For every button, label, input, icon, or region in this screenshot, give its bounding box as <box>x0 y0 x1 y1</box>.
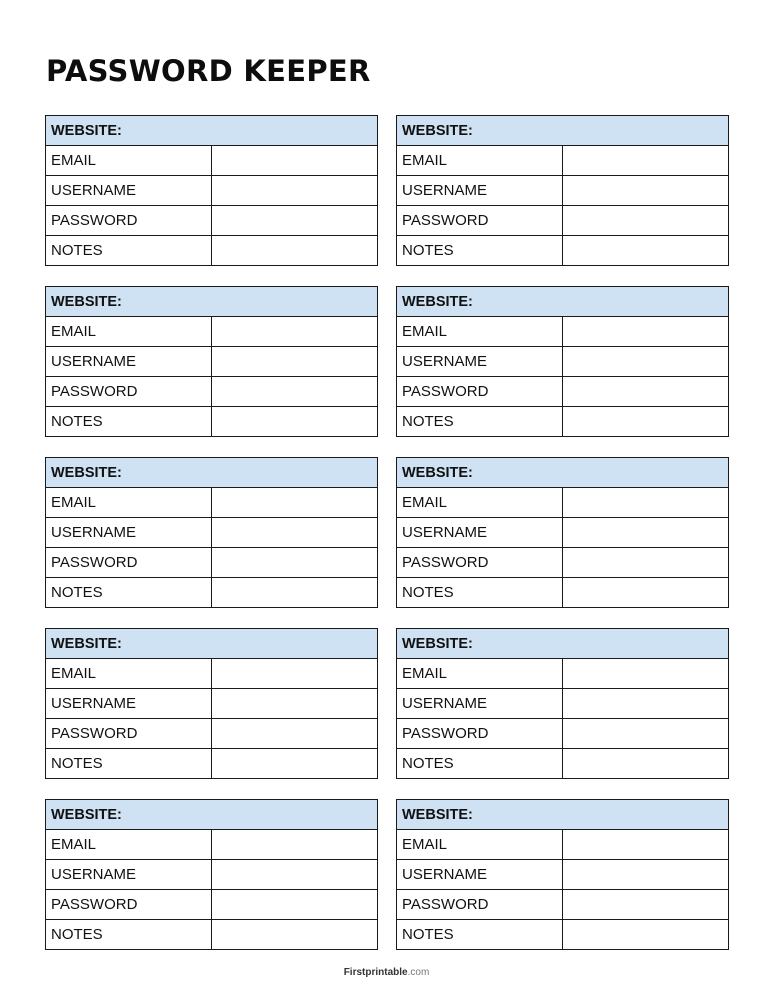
field-value-notes[interactable] <box>563 749 729 779</box>
field-value-password[interactable] <box>563 890 729 920</box>
field-row <box>397 347 729 377</box>
field-value-notes[interactable] <box>563 920 729 950</box>
field-value-username[interactable] <box>212 860 378 890</box>
field-value-username[interactable] <box>563 176 729 206</box>
field-label-email: EMAIL <box>397 317 563 347</box>
field-value-username[interactable] <box>212 176 378 206</box>
card-header-row <box>46 116 378 146</box>
field-value-password[interactable] <box>563 719 729 749</box>
password-card <box>396 799 729 950</box>
field-label-notes: NOTES <box>397 920 563 950</box>
field-value-username[interactable] <box>563 518 729 548</box>
password-card <box>45 628 378 779</box>
field-value-email[interactable] <box>212 317 378 347</box>
website-header[interactable]: WEBSITE: <box>46 287 378 317</box>
field-value-password[interactable] <box>563 377 729 407</box>
field-label-notes: NOTES <box>397 236 563 266</box>
field-value-username[interactable] <box>212 347 378 377</box>
website-header[interactable]: WEBSITE: <box>46 116 378 146</box>
field-row <box>397 206 729 236</box>
field-value-email[interactable] <box>212 830 378 860</box>
field-label-password: PASSWORD <box>46 548 212 578</box>
card-header-row <box>397 458 729 488</box>
field-row <box>397 659 729 689</box>
field-label-notes: NOTES <box>46 236 212 266</box>
field-label-username: USERNAME <box>397 347 563 377</box>
field-value-password[interactable] <box>212 719 378 749</box>
field-value-notes[interactable] <box>212 920 378 950</box>
password-card <box>45 457 378 608</box>
field-label-notes: NOTES <box>397 749 563 779</box>
field-row <box>397 377 729 407</box>
card-header-row <box>46 800 378 830</box>
field-row <box>46 206 378 236</box>
field-row <box>46 659 378 689</box>
field-row <box>46 146 378 176</box>
field-label-username: USERNAME <box>46 860 212 890</box>
card-header-row <box>397 116 729 146</box>
website-header[interactable]: WEBSITE: <box>397 629 729 659</box>
field-row <box>46 377 378 407</box>
password-card <box>45 115 378 266</box>
website-header[interactable]: WEBSITE: <box>46 629 378 659</box>
field-label-notes: NOTES <box>46 920 212 950</box>
field-value-password[interactable] <box>212 206 378 236</box>
field-row <box>46 860 378 890</box>
field-row <box>397 488 729 518</box>
field-value-notes[interactable] <box>563 407 729 437</box>
field-row <box>46 749 378 779</box>
field-row <box>397 317 729 347</box>
website-header[interactable]: WEBSITE: <box>46 800 378 830</box>
field-label-password: PASSWORD <box>46 206 212 236</box>
field-value-email[interactable] <box>212 488 378 518</box>
field-value-notes[interactable] <box>212 236 378 266</box>
field-value-password[interactable] <box>212 890 378 920</box>
field-label-username: USERNAME <box>397 860 563 890</box>
password-card <box>45 799 378 950</box>
field-value-email[interactable] <box>563 488 729 518</box>
footer-brand: Firstprintable <box>343 967 408 978</box>
password-card <box>396 457 729 608</box>
card-header-row <box>397 800 729 830</box>
field-label-username: USERNAME <box>397 176 563 206</box>
field-row <box>46 236 378 266</box>
field-label-email: EMAIL <box>46 317 212 347</box>
field-value-email[interactable] <box>563 146 729 176</box>
field-row <box>397 920 729 950</box>
field-value-email[interactable] <box>212 659 378 689</box>
website-header[interactable]: WEBSITE: <box>46 458 378 488</box>
field-label-password: PASSWORD <box>397 206 563 236</box>
field-label-username: USERNAME <box>46 347 212 377</box>
field-row <box>397 407 729 437</box>
page-title: PASSWORD KEEPER <box>46 54 371 88</box>
website-header[interactable]: WEBSITE: <box>397 458 729 488</box>
field-label-username: USERNAME <box>46 689 212 719</box>
field-row <box>397 689 729 719</box>
password-card <box>396 286 729 437</box>
field-value-username[interactable] <box>212 689 378 719</box>
website-header[interactable]: WEBSITE: <box>397 287 729 317</box>
field-value-password[interactable] <box>563 206 729 236</box>
field-label-username: USERNAME <box>397 689 563 719</box>
field-label-notes: NOTES <box>397 578 563 608</box>
field-value-username[interactable] <box>212 518 378 548</box>
field-label-email: EMAIL <box>46 659 212 689</box>
field-row <box>397 719 729 749</box>
field-row <box>46 347 378 377</box>
field-label-notes: NOTES <box>46 749 212 779</box>
field-value-notes[interactable] <box>212 407 378 437</box>
field-label-notes: NOTES <box>397 407 563 437</box>
card-header-row <box>46 287 378 317</box>
field-value-email[interactable] <box>563 317 729 347</box>
field-label-email: EMAIL <box>397 830 563 860</box>
field-row <box>397 236 729 266</box>
field-row <box>397 176 729 206</box>
field-label-notes: NOTES <box>46 407 212 437</box>
field-value-password[interactable] <box>212 548 378 578</box>
field-row <box>46 176 378 206</box>
password-card <box>45 286 378 437</box>
password-card <box>396 115 729 266</box>
field-label-notes: NOTES <box>46 578 212 608</box>
field-row <box>397 518 729 548</box>
field-value-notes[interactable] <box>563 236 729 266</box>
field-row <box>397 890 729 920</box>
field-label-password: PASSWORD <box>46 377 212 407</box>
field-row <box>46 548 378 578</box>
field-value-password[interactable] <box>212 377 378 407</box>
field-row <box>397 749 729 779</box>
field-row <box>46 689 378 719</box>
field-row <box>46 830 378 860</box>
field-row <box>46 578 378 608</box>
card-header-row <box>397 287 729 317</box>
field-row <box>397 860 729 890</box>
field-label-password: PASSWORD <box>397 719 563 749</box>
field-value-username[interactable] <box>563 689 729 719</box>
card-header-row <box>46 458 378 488</box>
password-card-grid <box>45 115 729 950</box>
field-label-password: PASSWORD <box>397 377 563 407</box>
field-label-password: PASSWORD <box>397 890 563 920</box>
footer-watermark <box>0 967 773 978</box>
field-row <box>397 830 729 860</box>
field-label-username: USERNAME <box>46 176 212 206</box>
field-label-username: USERNAME <box>46 518 212 548</box>
field-label-email: EMAIL <box>46 830 212 860</box>
field-label-password: PASSWORD <box>397 548 563 578</box>
field-value-username[interactable] <box>563 347 729 377</box>
field-row <box>46 920 378 950</box>
field-row <box>46 317 378 347</box>
card-header-row <box>46 629 378 659</box>
field-value-password[interactable] <box>563 548 729 578</box>
field-row <box>46 719 378 749</box>
field-label-email: EMAIL <box>46 146 212 176</box>
password-card <box>396 628 729 779</box>
field-value-email[interactable] <box>563 830 729 860</box>
field-label-password: PASSWORD <box>46 719 212 749</box>
field-label-email: EMAIL <box>397 146 563 176</box>
footer-tld: .com <box>407 967 430 978</box>
field-label-email: EMAIL <box>397 488 563 518</box>
field-row <box>46 518 378 548</box>
field-value-notes[interactable] <box>212 749 378 779</box>
field-value-email[interactable] <box>563 659 729 689</box>
field-row <box>397 548 729 578</box>
website-header[interactable]: WEBSITE: <box>397 116 729 146</box>
field-value-notes[interactable] <box>563 578 729 608</box>
field-row <box>46 890 378 920</box>
field-row <box>46 407 378 437</box>
field-label-email: EMAIL <box>397 659 563 689</box>
field-value-email[interactable] <box>212 146 378 176</box>
website-header[interactable]: WEBSITE: <box>397 800 729 830</box>
field-row <box>46 488 378 518</box>
field-label-email: EMAIL <box>46 488 212 518</box>
field-row <box>397 578 729 608</box>
field-value-username[interactable] <box>563 860 729 890</box>
field-label-username: USERNAME <box>397 518 563 548</box>
card-header-row <box>397 629 729 659</box>
field-label-password: PASSWORD <box>46 890 212 920</box>
field-row <box>397 146 729 176</box>
field-value-notes[interactable] <box>212 578 378 608</box>
